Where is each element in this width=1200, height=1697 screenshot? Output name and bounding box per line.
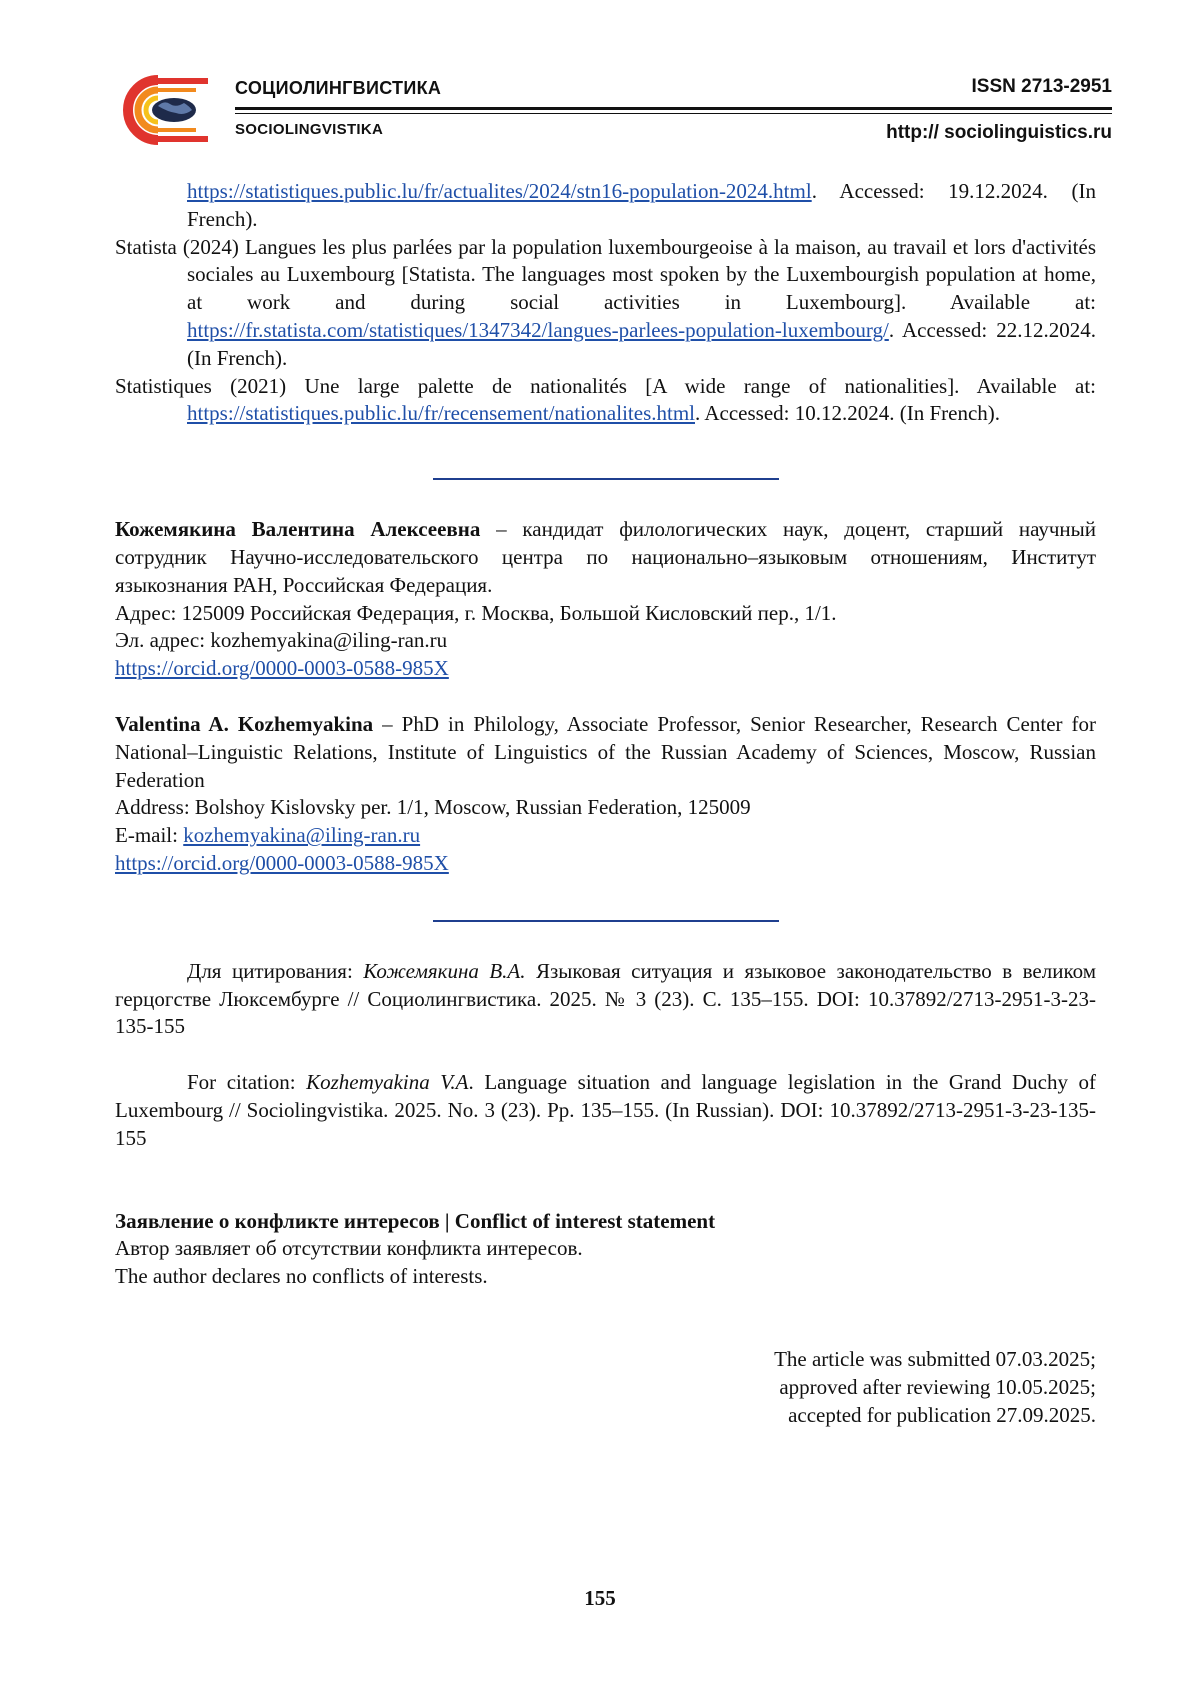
reference-text: Statistiques (2021) Une large palette de nationalités [A wide range of nationalities]. Available at: [115,373,1096,398]
author-en-email [115,822,1096,850]
author-ru-name: Кожемякина Валентина Алексеевна [115,517,481,542]
reference-tail: . Accessed: 19.12.2024. (In French). [187,179,1096,231]
journal-title-en: SOCIOLINGVISTIKA [235,121,384,138]
author-en-orcid-link[interactable]: https://orcid.org/0000-0003-0588-985X [115,850,449,875]
reference-text: Statista (2024) Langues les plus parlées par la population luxembourgeoise à la maison, au travail et lors d'activités sociales au Luxembourg [Statista. The languages most spoken by the Luxembourgish population at home, at work and during social activities in Luxembourg]. Available at: [115,234,1096,315]
journal-logo-icon [112,74,214,146]
author-ru-address: Адрес: 125009 Российская Федерация, г. Москва, Большой Кисловский пер., 1/1. [115,600,837,625]
reference-tail: . Accessed: 22.12.2024. (In French). [187,317,1096,370]
author-ru-email: Эл. адрес: kozhemyakina@iling-ran.ru [115,628,448,653]
reference-link[interactable]: https://fr.statista.com/statistiques/1347342/langues-parlees-population-luxembourg/ [187,317,889,342]
author-en-desc: – PhD in Philology, Associate Professor, Senior Researcher, Research Center for National–Linguistic Relations, Institute of Linguistics of the Russian Academy of Sciences, Moscow, Russian Federation [115,711,1096,792]
author-en-email-link[interactable]: kozhemyakina@iling-ran.ru [183,823,421,848]
author-en-name: Valentina A. Kozhemyakina [115,711,374,736]
reference-continuation [115,178,1096,234]
author-ru-bio [115,516,1096,599]
header-rule-thin [235,113,1112,114]
conflict-en: The author declares no conflicts of interests. [115,1264,488,1289]
date-accepted: accepted for publication 27.09.2025. [788,1402,1096,1427]
reference-statistiques [115,373,1096,429]
citation-en-text: . Language situation and language legislation in the Grand Duchy of Luxembourg // Sociolingvistika. 2025. No. 3 (23). Pp. 135–155. (In Russian). DOI: 10.37892/2713-2951-3-23-135-155 [115,1070,1096,1150]
reference-link[interactable]: https://statistiques.public.lu/fr/recensement/nationalites.html [187,401,695,426]
author-ru-orcid-link[interactable]: https://orcid.org/0000-0003-0588-985X [115,656,449,681]
reference-link[interactable]: https://statistiques.public.lu/fr/actualites/2024/stn16-population-2024.html [187,179,812,203]
author-en-email-label: E-mail: [115,823,184,848]
citation-en-author: Kozhemyakina V.A [306,1070,469,1095]
citation-ru-label: Для цитирования: [187,958,364,983]
conflict-heading: Заявление о конфликте интересов | Conflict of interest statement [115,1208,716,1233]
citation-ru [115,958,1096,1041]
date-submitted: The article was submitted 07.03.2025; [774,1346,1096,1371]
citation-ru-text: Языковая ситуация и языковое законодательство в великом герцогстве Люксембурге // Социолингвистика. 2025. № 3 (23). С. 135–155. DOI: 10.37892/2713-2951-3-23-135-155 [115,958,1096,1039]
date-approved: approved after reviewing 10.05.2025; [779,1374,1096,1399]
author-en-bio [115,711,1096,794]
citation-en-label: For citation: [187,1070,307,1095]
conflict-ru: Автор заявляет об отсутствии конфликта интересов. [115,1236,583,1261]
reference-tail: . Accessed: 10.12.2024. (In French). [695,401,1001,426]
reference-statista [115,234,1096,373]
citation-en [115,1069,1096,1152]
issn: ISSN 2713-2951 [971,76,1112,97]
page-number: 155 [584,1586,616,1610]
author-ru-desc: – кандидат филологических наук, доцент, старший научный сотрудник Научно-исследовательского центра по национально–языковым отношениям, Институт языкознания РАН, Российская Федерация. [115,517,1096,597]
journal-title-ru: СОЦИОЛИНГВИСТИКА [235,78,442,98]
citation-ru-author: Кожемякина В.А. [363,958,526,983]
author-en-address: Address: Bolshoy Kislovsky per. 1/1, Moscow, Russian Federation, 125009 [115,795,751,820]
journal-website[interactable]: http:// sociolinguistics.ru [886,122,1112,143]
header-rule-thick [235,107,1112,110]
page-header [112,74,1112,154]
page-content [115,178,1096,1429]
